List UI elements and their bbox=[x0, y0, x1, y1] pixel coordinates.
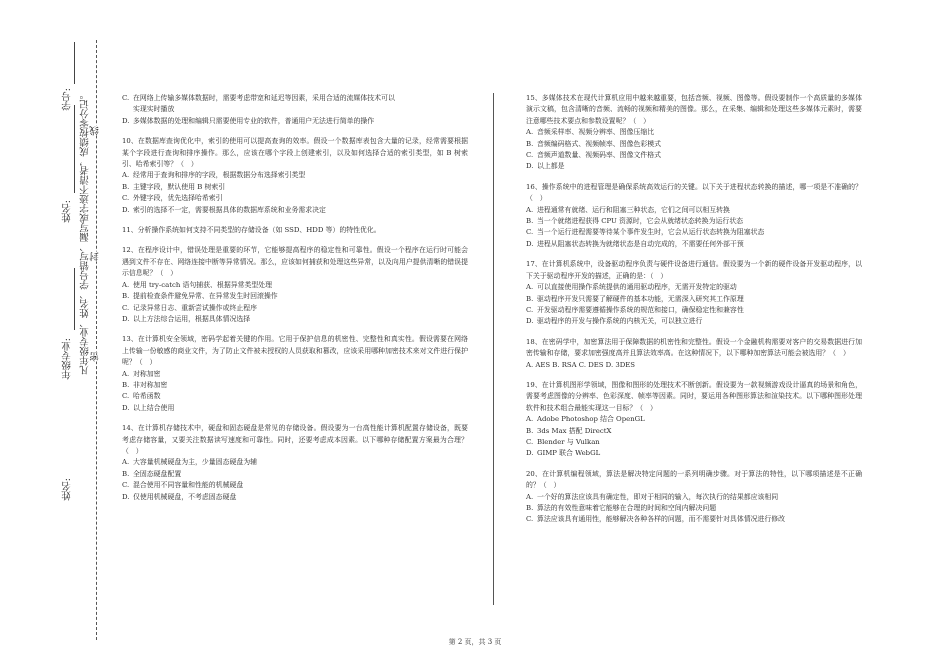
question-stem: 18、在密码学中，加密算法用于保障数据的机密性和完整性。假设一个金融机构需要对客户的交易数据进行加密传输和存储，要求加密强度高并且算法效率高。在这种情况下，以下哪种加密算法可能会被选用？（ ） bbox=[526, 337, 862, 358]
name-blank[interactable] bbox=[74, 105, 75, 193]
seal-mark-1: 密 bbox=[90, 352, 101, 362]
notice-text: 凡年级专业、姓名、学号错写、漏写或字迹不清者，成绩按零分记。 bbox=[80, 90, 91, 375]
question-13 bbox=[122, 334, 468, 414]
option-b[interactable]: B. 提前检查条件避免异常、在异常发生时回滚操作 bbox=[122, 292, 278, 301]
question-14 bbox=[122, 423, 468, 503]
question-stem: 19、在计算机图形学领域，图像和图形的处理技术不断创新。假设要为一款视频游戏设计逼真的场景和角色，需要考虑图像的分辨率、色彩深度、帧率等因素。同时，要运用各种图形算法和渲染技术。以下哪种图形处理软件和技术组合最能实现这一目标？（ ） bbox=[526, 380, 862, 412]
seal-mark-3: 线 bbox=[90, 126, 101, 136]
option-b[interactable]: B. 驱动程序开发只需要了解硬件的基本功能，无需深入研究其工作原理 bbox=[526, 294, 744, 303]
right-column bbox=[526, 93, 862, 535]
question-stem: 15、多媒体技术在现代计算机应用中越来越重要，包括音频、视频、图像等。假设要制作一个高质量的多媒体演示文稿，包含清晰的音频、流畅的视频和精美的图像。那么，在采集、编辑和处理这些多媒体元素时，需要注意哪些技术要点和参数设置呢？（ ） bbox=[526, 94, 862, 125]
question-stem: 10、在数据库查询优化中，索引的使用可以提高查询的效率。假设一个数据库表包含大量的记录，经常需要根据某个字段进行查询和排序操作。那么，应该在哪个字段上创建索引，以及如何选择合适的索引类型，如 B 树索引、哈希索引等？（ ） bbox=[122, 137, 468, 169]
question-stem: 12、在程序设计中，错误处理是重要的环节，它能够提高程序的稳定性和可靠性。假设一个程序在运行时可能会遇到文件不存在、网络连接中断等异常情况。那么，应该如何捕获和处理这些异常，以及向用户提供清晰的错误提示信息呢？（ ） bbox=[122, 246, 468, 278]
option-b[interactable]: B. 3ds Max 搭配 DirectX bbox=[526, 426, 612, 435]
question-stem: 16、操作系统中的进程管理是确保系统高效运行的关键。以下关于进程状态转换的描述，哪一项是不准确的？（ ） bbox=[526, 182, 862, 203]
options-inline[interactable]: A. AES B. RSA C. DES D. 3DES bbox=[526, 360, 635, 369]
question-17 bbox=[526, 259, 862, 327]
option-d[interactable]: D. 索引的选择不一定，需要根据具体的数据库系统和业务需求决定 bbox=[122, 205, 326, 214]
option-c[interactable]: C. 算法应该具有通用性，能够解决各种各样的问题，而不需要针对具体情况进行修改 bbox=[526, 515, 786, 524]
option-d[interactable]: D. 以上都是 bbox=[526, 162, 565, 171]
page-footer: 第 2 页，共 3 页 bbox=[448, 638, 502, 646]
option-c[interactable]: C. 当一个运行进程需要等待某个事件发生时，它会从运行状态转换为阻塞状态 bbox=[526, 228, 765, 237]
option-a[interactable]: A. 经常用于查询和排序的字段，根据数据分布选择索引类型 bbox=[122, 171, 306, 180]
option-d[interactable]: D. 以上方法综合运用，根据具体情况选择 bbox=[122, 314, 251, 323]
option-b[interactable]: B. 音频编码格式、视频帧率、图像色彩模式 bbox=[526, 139, 662, 148]
option-c[interactable]: C. 记录异常日志、重新尝试操作或终止程序 bbox=[122, 303, 258, 312]
option-c[interactable]: C. 哈希函数 bbox=[122, 392, 161, 401]
question-15 bbox=[526, 93, 862, 173]
option-d[interactable]: D. 驱动程序的开发与操作系统的内核无关，可以独立进行 bbox=[526, 317, 703, 326]
question-12 bbox=[122, 245, 468, 325]
option[interactable]: D. 多媒体数据的处理和编辑只需要使用专业的软件，普通用户无法进行简单的操作 bbox=[122, 116, 375, 125]
option-d[interactable]: D. 进程从阻塞状态转换为就绪状态是自动完成的，不需要任何外部干预 bbox=[526, 239, 744, 248]
question-19 bbox=[526, 380, 862, 460]
option-b[interactable]: B. 非对称加密 bbox=[122, 380, 168, 389]
option-a[interactable]: A. 音频采样率、视频分辨率、图像压缩比 bbox=[526, 128, 655, 137]
left-column bbox=[122, 93, 468, 512]
question-stem: 11、分析操作系统如何支持不同类型的存储设备（如 SSD、HDD 等）的特性优化。 bbox=[122, 226, 381, 235]
option-a[interactable]: A. 进程通常有就绪、运行和阻塞三种状态，它们之间可以相互转换 bbox=[526, 205, 730, 214]
option-a[interactable]: A. 大容量机械硬盘为主，少量固态硬盘为辅 bbox=[122, 458, 258, 467]
question-16 bbox=[526, 182, 862, 250]
option-c[interactable]: C. 音频声道数量、视频码率、图像文件格式 bbox=[526, 151, 662, 160]
option-a[interactable]: A. 使用 try-catch 语句捕获、根据异常类型处理 bbox=[122, 280, 273, 289]
grade-major-blank[interactable] bbox=[74, 268, 75, 330]
option-d[interactable]: D. GIMP 联合 WebGL bbox=[526, 449, 601, 458]
option-b[interactable]: B. 算法的有效性意味着它能够在合理的时间和空间内解决问题 bbox=[526, 504, 717, 512]
option-a[interactable]: A. 对称加密 bbox=[122, 369, 161, 378]
option-a[interactable]: A. Adobe Photoshop 结合 OpenGL bbox=[526, 415, 645, 424]
grade-major-label: 年级专业: bbox=[62, 338, 73, 380]
question-stem: 13、在计算机安全领域，密码学起着关键的作用。它用于保护信息的机密性、完整性和真实性。假设需要在网络上传输一份敏感的商业文件，为了防止文件被未授权的人员获取和篡改，应该采用哪种加密技术来对文件进行保护呢？（ ） bbox=[122, 335, 468, 367]
option-d[interactable]: D. 仅使用机械硬盘，不考虑固态硬盘 bbox=[122, 492, 237, 501]
option-c[interactable]: C. 外键字段，优先选择哈希索引 bbox=[122, 194, 223, 203]
option[interactable]: C. 在网络上传输多媒体数据时，需要考虑带宽和延迟等因素，采用合适的流媒体技术可以 bbox=[122, 94, 395, 102]
question-20 bbox=[526, 469, 862, 526]
column-divider bbox=[493, 93, 494, 605]
question-10 bbox=[122, 136, 468, 216]
option-b[interactable]: B. 主键字段，默认使用 B 树索引 bbox=[122, 182, 226, 191]
station-label: 姓名: bbox=[62, 478, 73, 501]
option-a[interactable]: A. 可以直接使用操作系统提供的通用驱动程序，无需开发特定的驱动 bbox=[526, 283, 737, 292]
option-c[interactable]: C. Blender 与 Vulkan bbox=[526, 437, 600, 446]
student-id-label: 学号: bbox=[62, 88, 73, 111]
option-b[interactable]: B. 当一个就绪进程获得 CPU 资源时，它会从就绪状态转换为运行状态 bbox=[526, 217, 744, 226]
option-a[interactable]: A. 一个好的算法应该具有确定性，即对于相同的输入，每次执行的结果都应该相同 bbox=[526, 492, 779, 501]
question-stem: 20、在计算机编程领域，算法是解决特定问题的一系列明确步骤。对于算法的特性，以下哪项描述是不正确的？（ ） bbox=[526, 469, 862, 490]
binding-margin bbox=[0, 0, 110, 672]
option-c[interactable]: C. 开发驱动程序需要遵循操作系统的规范和接口，确保稳定性和兼容性 bbox=[526, 305, 744, 314]
question-stem: 14、在计算机存储技术中，硬盘和固态硬盘是常见的存储设备。假设要为一台高性能计算机配置存储设备，既要考虑存储容量，又要关注数据读写速度和可靠性。同时，还要考虑成本因素。以下哪种存储配置方案最为合理？（ ） bbox=[122, 424, 468, 455]
option-c[interactable]: C. 混合使用不同容量和性能的机械硬盘 bbox=[122, 481, 244, 490]
option-b[interactable]: B. 全固态硬盘配置 bbox=[122, 469, 182, 478]
question-11 bbox=[122, 225, 468, 236]
student-id-blank[interactable] bbox=[74, 42, 75, 84]
question-18 bbox=[526, 337, 862, 371]
question-9-tail bbox=[122, 93, 468, 127]
option-continuation: 实现实时播放 bbox=[133, 105, 175, 114]
seal-mark-2: 封 bbox=[90, 252, 101, 262]
name-label: 姓名: bbox=[62, 200, 73, 223]
question-stem: 17、在计算机系统中，设备驱动程序负责与硬件设备进行通信。假设要为一个新的硬件设备开发驱动程序，以下关于驱动程序开发的描述，正确的是：（ ） bbox=[526, 260, 862, 280]
option-d[interactable]: D. 以上结合使用 bbox=[122, 403, 175, 412]
